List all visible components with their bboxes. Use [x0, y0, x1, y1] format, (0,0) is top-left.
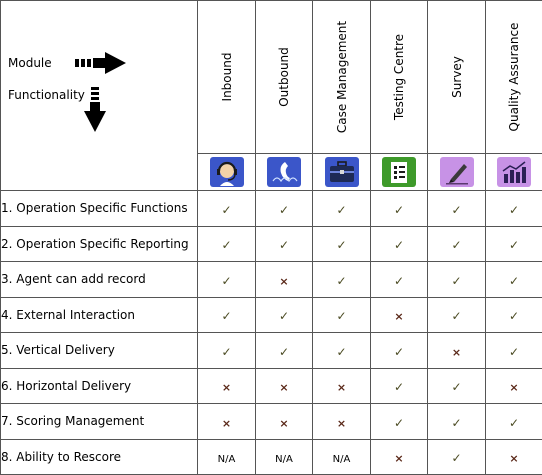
phone-call-icon	[267, 157, 301, 187]
supported-cell	[486, 333, 542, 369]
checklist-icon	[382, 157, 416, 187]
col-header-survey	[428, 1, 486, 154]
check-mark-icon: ✓	[279, 238, 289, 252]
feature-row	[1, 333, 542, 369]
check-mark-icon: ✓	[336, 203, 346, 217]
check-mark-icon: ✓	[451, 416, 461, 430]
col-header-quality-assurance	[486, 1, 542, 154]
supported-cell	[486, 262, 542, 298]
check-mark-icon: ✓	[221, 309, 231, 323]
supported-cell	[428, 368, 486, 404]
unsupported-cell	[313, 368, 371, 404]
supported-cell	[371, 191, 428, 227]
row-label: 8. Ability to Rescore	[1, 439, 198, 475]
feature-row	[1, 191, 542, 227]
supported-cell	[486, 191, 542, 227]
row-label: 5. Vertical Delivery	[1, 333, 198, 369]
check-mark-icon: ✓	[509, 238, 519, 252]
supported-cell	[198, 226, 256, 262]
right-arrow-icon	[75, 52, 127, 74]
icon-cell	[371, 154, 428, 191]
col-header-label: Outbound	[277, 47, 291, 107]
check-mark-icon: ✓	[509, 203, 519, 217]
check-mark-icon: ✓	[509, 416, 519, 430]
check-mark-icon: ✓	[509, 309, 519, 323]
check-mark-icon: ✓	[394, 203, 404, 217]
row-label: 3. Agent can add record	[1, 262, 198, 298]
col-header-inbound	[198, 1, 256, 154]
check-mark-icon: ✓	[394, 416, 404, 430]
supported-cell	[428, 262, 486, 298]
col-header-testing-centre	[371, 1, 428, 154]
check-mark-icon: ✓	[451, 274, 461, 288]
check-mark-icon: ✓	[221, 345, 231, 359]
supported-cell	[198, 333, 256, 369]
row-label: 1. Operation Specific Functions	[1, 191, 198, 227]
na-text: N/A	[333, 454, 351, 465]
check-mark-icon: ✓	[279, 309, 289, 323]
supported-cell	[198, 297, 256, 333]
supported-cell	[313, 297, 371, 333]
supported-cell	[486, 404, 542, 440]
down-arrow-icon	[84, 87, 106, 133]
icon-cell	[428, 154, 486, 191]
check-mark-icon: ✓	[279, 345, 289, 359]
check-mark-icon: ✓	[451, 203, 461, 217]
cross-mark-icon: ×	[509, 452, 518, 465]
supported-cell	[486, 226, 542, 262]
col-header-label: Testing Centre	[392, 34, 406, 120]
icon-cell	[313, 154, 371, 191]
header-row	[1, 1, 542, 154]
feature-row	[1, 226, 542, 262]
bar-chart-icon	[497, 157, 531, 187]
headset-agent-icon	[210, 157, 244, 187]
supported-cell	[256, 333, 313, 369]
col-header-label: Survey	[450, 56, 464, 98]
check-mark-icon: ✓	[336, 238, 346, 252]
unsupported-cell	[256, 262, 313, 298]
icon-cell	[256, 154, 313, 191]
row-label: 4. External Interaction	[1, 297, 198, 333]
supported-cell	[198, 191, 256, 227]
check-mark-icon: ✓	[451, 309, 461, 323]
icon-cell	[198, 154, 256, 191]
cross-mark-icon: ×	[452, 346, 461, 359]
supported-cell	[313, 191, 371, 227]
pencil-icon	[440, 157, 474, 187]
cross-mark-icon: ×	[279, 381, 288, 394]
feature-row	[1, 404, 542, 440]
cross-mark-icon: ×	[222, 417, 231, 430]
supported-cell	[313, 226, 371, 262]
check-mark-icon: ✓	[336, 309, 346, 323]
supported-cell	[428, 404, 486, 440]
unsupported-cell	[486, 368, 542, 404]
cross-mark-icon: ×	[394, 452, 403, 465]
supported-cell	[198, 262, 256, 298]
check-mark-icon: ✓	[451, 451, 461, 465]
check-mark-icon: ✓	[394, 345, 404, 359]
cross-mark-icon: ×	[337, 381, 346, 394]
unsupported-cell	[256, 404, 313, 440]
check-mark-icon: ✓	[221, 203, 231, 217]
supported-cell	[371, 226, 428, 262]
col-header-label: Case Management	[335, 21, 349, 133]
check-mark-icon: ✓	[394, 274, 404, 288]
supported-cell	[428, 191, 486, 227]
check-mark-icon: ✓	[451, 380, 461, 394]
unsupported-cell	[198, 404, 256, 440]
briefcase-icon	[325, 157, 359, 187]
supported-cell	[371, 262, 428, 298]
check-mark-icon: ✓	[336, 345, 346, 359]
col-header-case-management	[313, 1, 371, 154]
feature-row	[1, 262, 542, 298]
supported-cell	[428, 439, 486, 475]
check-mark-icon: ✓	[394, 380, 404, 394]
col-header-label: Quality Assurance	[507, 23, 521, 132]
check-mark-icon: ✓	[221, 274, 231, 288]
unsupported-cell	[198, 368, 256, 404]
supported-cell	[256, 226, 313, 262]
unsupported-cell	[428, 333, 486, 369]
check-mark-icon: ✓	[509, 274, 519, 288]
icon-cell	[486, 154, 542, 191]
supported-cell	[371, 333, 428, 369]
check-mark-icon: ✓	[394, 238, 404, 252]
supported-cell	[428, 297, 486, 333]
supported-cell	[313, 262, 371, 298]
not-applicable-cell	[256, 439, 313, 475]
supported-cell	[313, 333, 371, 369]
supported-cell	[256, 297, 313, 333]
cross-mark-icon: ×	[222, 381, 231, 394]
row-label: 7. Scoring Management	[1, 404, 198, 440]
unsupported-cell	[371, 297, 428, 333]
check-mark-icon: ✓	[221, 238, 231, 252]
not-applicable-cell	[313, 439, 371, 475]
check-mark-icon: ✓	[509, 345, 519, 359]
unsupported-cell	[256, 368, 313, 404]
na-text: N/A	[218, 454, 236, 465]
col-header-label: Inbound	[220, 53, 234, 102]
feature-row	[1, 368, 542, 404]
check-mark-icon: ✓	[336, 274, 346, 288]
cross-mark-icon: ×	[509, 381, 518, 394]
functionality-label: Functionality	[8, 88, 85, 102]
not-applicable-cell	[198, 439, 256, 475]
supported-cell	[486, 297, 542, 333]
supported-cell	[428, 226, 486, 262]
unsupported-cell	[486, 439, 542, 475]
cross-mark-icon: ×	[279, 275, 288, 288]
feature-row	[1, 297, 542, 333]
check-mark-icon: ✓	[451, 238, 461, 252]
check-mark-icon: ✓	[279, 203, 289, 217]
supported-cell	[371, 368, 428, 404]
supported-cell	[371, 404, 428, 440]
na-text: N/A	[275, 454, 293, 465]
module-label: Module	[8, 56, 52, 70]
unsupported-cell	[371, 439, 428, 475]
row-label: 2. Operation Specific Reporting	[1, 226, 198, 262]
corner-cell	[1, 1, 198, 191]
col-header-outbound	[256, 1, 313, 154]
cross-mark-icon: ×	[394, 310, 403, 323]
cross-mark-icon: ×	[337, 417, 346, 430]
cross-mark-icon: ×	[279, 417, 288, 430]
unsupported-cell	[313, 404, 371, 440]
supported-cell	[256, 191, 313, 227]
row-label: 6. Horizontal Delivery	[1, 368, 198, 404]
feature-row	[1, 439, 542, 475]
